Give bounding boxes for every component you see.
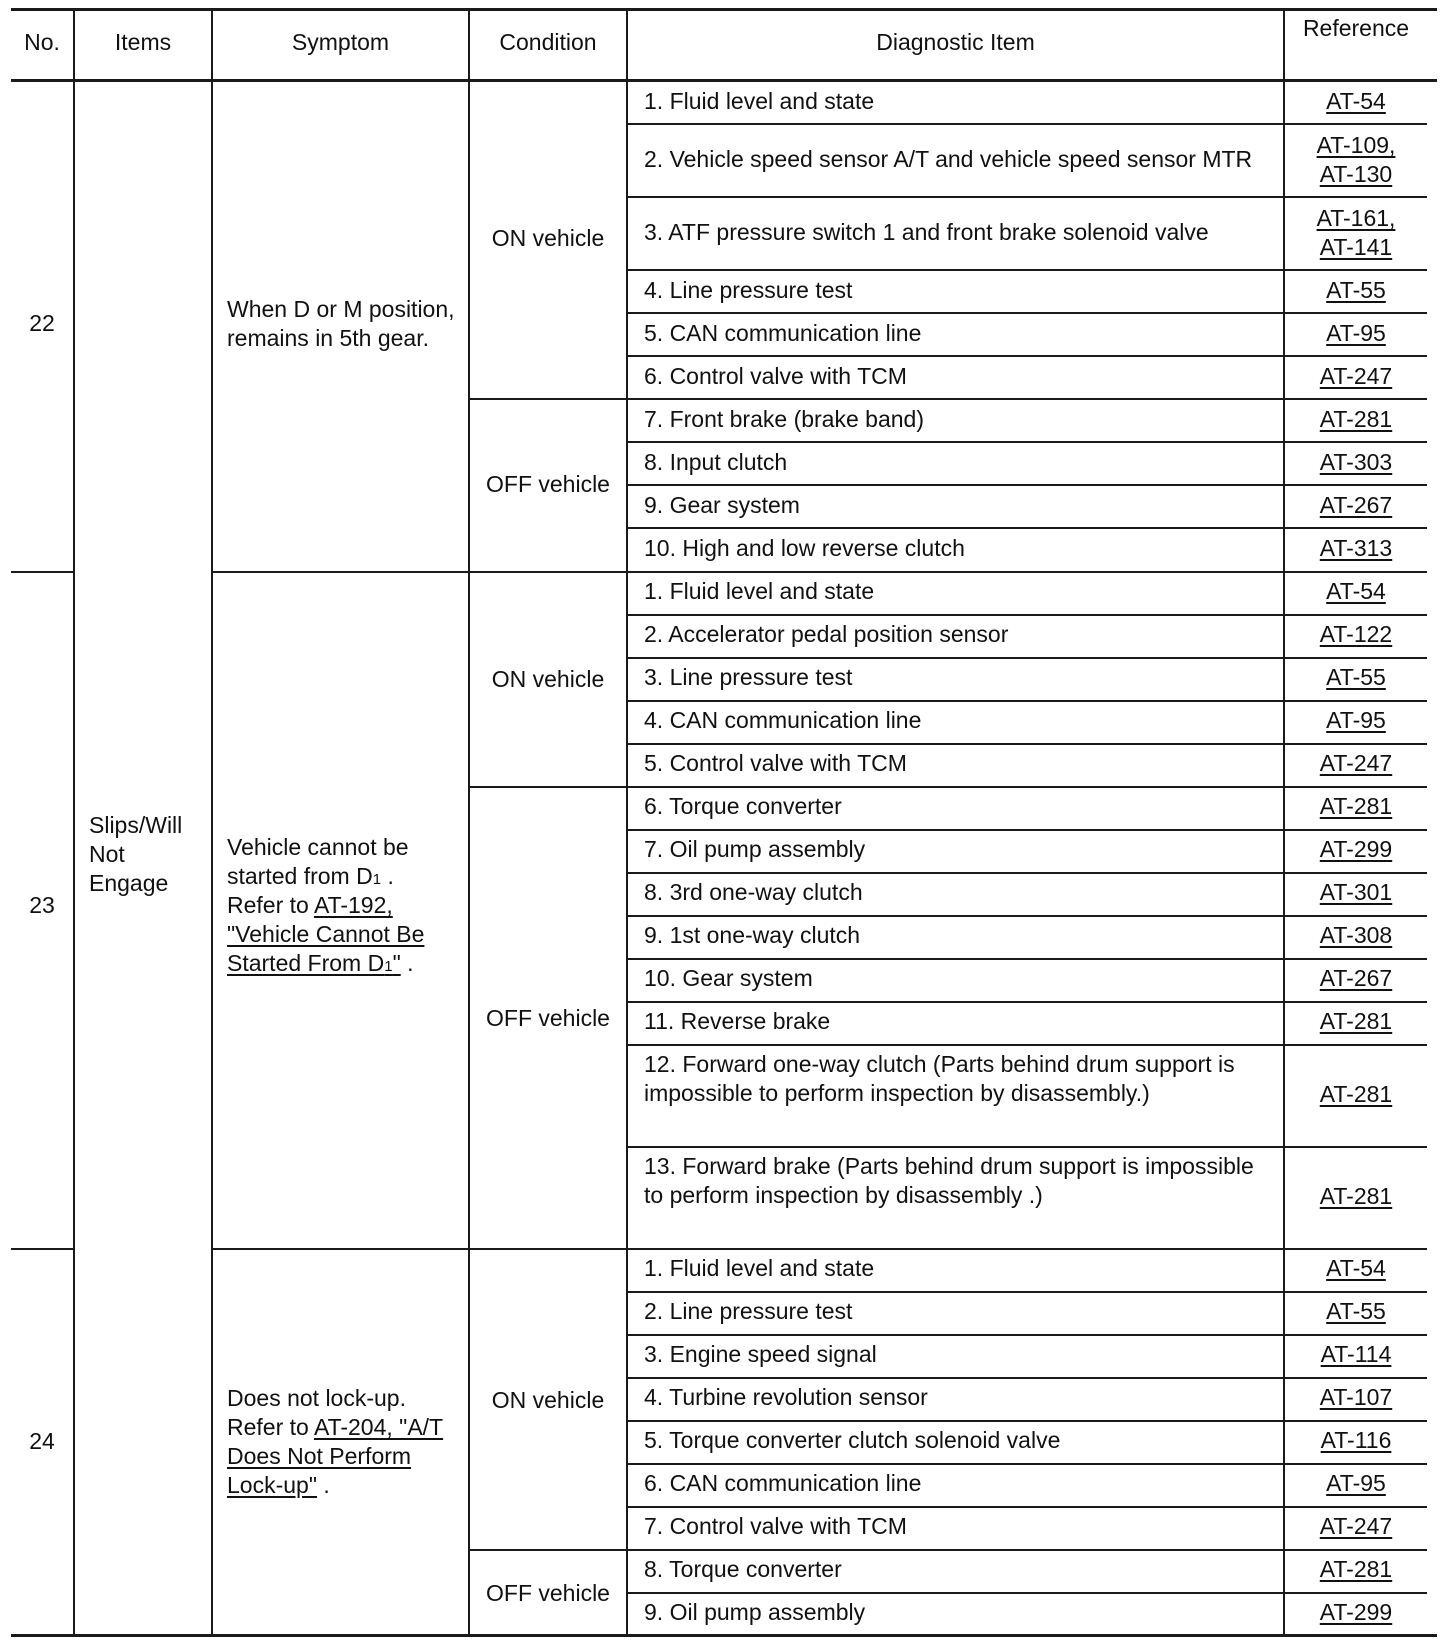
reference-link[interactable]: Started From D1" bbox=[227, 950, 401, 976]
reference-cell bbox=[1285, 1182, 1427, 1211]
reference-link[interactable]: AT-247 bbox=[1319, 1513, 1393, 1539]
diagnostic-item: 2. Line pressure test bbox=[644, 1298, 853, 1324]
reference-cell bbox=[1285, 276, 1427, 305]
table-top-border bbox=[11, 8, 1437, 11]
condition-label: ON vehicle bbox=[491, 225, 605, 251]
reference-cell bbox=[1285, 1340, 1427, 1369]
reference-cell bbox=[1285, 835, 1427, 864]
reference-cell bbox=[1285, 131, 1427, 189]
diagnostic-item: 10. Gear system bbox=[644, 965, 813, 991]
reference-cell bbox=[1285, 1512, 1427, 1541]
reference-link[interactable]: AT-281 bbox=[1319, 793, 1393, 819]
reference-link[interactable]: AT-54 bbox=[1326, 578, 1386, 604]
diagnostic-item: 9. 1st one-way clutch bbox=[644, 922, 861, 948]
row-separator bbox=[626, 1377, 1427, 1379]
reference-link[interactable]: AT-55 bbox=[1326, 277, 1386, 303]
reference-cell bbox=[1285, 204, 1427, 262]
diagnostic-item: 9. Oil pump assembly bbox=[644, 1599, 866, 1625]
reference-link[interactable]: AT-95 bbox=[1326, 320, 1386, 346]
diagnostic-item: 6. Control valve with TCM bbox=[644, 363, 907, 389]
symptom-line: Vehicle cannot be bbox=[227, 834, 409, 860]
reference-link[interactable]: AT-299 bbox=[1319, 1599, 1393, 1625]
reference-link[interactable]: AT-114 bbox=[1320, 1341, 1392, 1367]
reference-link[interactable]: AT-281 bbox=[1319, 1183, 1393, 1209]
reference-link[interactable]: AT-116 bbox=[1320, 1427, 1392, 1453]
reference-link[interactable]: AT-161, bbox=[1316, 205, 1396, 231]
reference-link[interactable]: AT-204, "A/T bbox=[313, 1414, 444, 1440]
group-separator bbox=[11, 571, 75, 573]
symptom-line bbox=[227, 920, 424, 949]
header-no: No. bbox=[24, 29, 60, 55]
reference-link[interactable]: AT-281 bbox=[1319, 1081, 1393, 1107]
row-separator bbox=[626, 312, 1427, 314]
reference-link[interactable]: "Vehicle Cannot Be bbox=[227, 921, 425, 947]
reference-link[interactable]: Does Not Perform bbox=[227, 1443, 412, 1469]
row-separator bbox=[626, 123, 1427, 125]
diagnostic-item: 8. Input clutch bbox=[644, 449, 788, 475]
symptom-line: When D or M position, bbox=[227, 296, 455, 322]
reference-link[interactable]: AT-267 bbox=[1319, 492, 1393, 518]
items-label-line: Engage bbox=[89, 870, 169, 896]
diagnostic-item: to perform inspection by disassembly .) bbox=[644, 1182, 1043, 1208]
reference-link[interactable]: AT-267 bbox=[1319, 965, 1393, 991]
reference-cell bbox=[1285, 405, 1427, 434]
diagnostic-item: impossible to perform inspection by disassembly.) bbox=[644, 1080, 1150, 1106]
reference-link[interactable]: AT-55 bbox=[1326, 1298, 1386, 1324]
reference-link[interactable]: AT-281 bbox=[1319, 406, 1393, 432]
reference-cell bbox=[1285, 1297, 1427, 1326]
reference-cell bbox=[1285, 1426, 1427, 1455]
header-condition: Condition bbox=[499, 29, 597, 55]
row-separator bbox=[626, 915, 1427, 917]
header-reference: Reference bbox=[1302, 15, 1410, 41]
reference-link[interactable]: AT-303 bbox=[1319, 449, 1393, 475]
row-separator bbox=[626, 1146, 1427, 1148]
diagnostic-item: 10. High and low reverse clutch bbox=[644, 535, 965, 561]
condition-label: ON vehicle bbox=[491, 666, 605, 692]
row-separator bbox=[626, 958, 1427, 960]
reference-cell bbox=[1285, 964, 1427, 993]
diagnostic-item: 1. Fluid level and state bbox=[644, 578, 875, 604]
reference-link[interactable]: AT-95 bbox=[1326, 1470, 1386, 1496]
row-separator bbox=[626, 614, 1427, 616]
reference-link[interactable]: AT-95 bbox=[1326, 707, 1386, 733]
items-label-line: Not bbox=[89, 841, 125, 867]
row-separator bbox=[626, 441, 1427, 443]
reference-link[interactable]: AT-130 bbox=[1319, 161, 1393, 187]
diagnostic-item: 13. Forward brake (Parts behind drum support is impossible bbox=[644, 1153, 1254, 1179]
diagnostic-item: 9. Gear system bbox=[644, 492, 800, 518]
row-separator bbox=[626, 269, 1427, 271]
reference-cell bbox=[1285, 663, 1427, 692]
column-divider bbox=[211, 10, 213, 1636]
condition-label: OFF vehicle bbox=[486, 1580, 610, 1606]
reference-cell bbox=[1285, 577, 1427, 606]
diagnostic-item: 2. Vehicle speed sensor A/T and vehicle speed sensor MTR bbox=[644, 146, 1253, 172]
row-separator bbox=[626, 1506, 1427, 1508]
reference-cell bbox=[1285, 1469, 1427, 1498]
row-separator bbox=[626, 829, 1427, 831]
reference-cell bbox=[1285, 448, 1427, 477]
reference-cell bbox=[1285, 749, 1427, 778]
reference-link[interactable]: AT-247 bbox=[1319, 363, 1393, 389]
row-separator bbox=[626, 1044, 1427, 1046]
group-separator bbox=[211, 571, 1427, 573]
reference-cell bbox=[1285, 792, 1427, 821]
symptom-line bbox=[227, 1442, 411, 1471]
reference-link[interactable]: AT-107 bbox=[1319, 1384, 1393, 1410]
group-separator bbox=[211, 1248, 1427, 1250]
diagnostic-item: 4. Turbine revolution sensor bbox=[644, 1384, 928, 1410]
reference-link[interactable]: AT-313 bbox=[1319, 535, 1393, 561]
reference-link[interactable]: AT-247 bbox=[1319, 750, 1393, 776]
diagnostic-item: 3. ATF pressure switch 1 and front brake solenoid valve bbox=[644, 219, 1209, 245]
condition-label: ON vehicle bbox=[491, 1387, 605, 1413]
diagnostic-item: 7. Front brake (brake band) bbox=[644, 406, 924, 432]
condition-label: OFF vehicle bbox=[486, 1005, 610, 1031]
reference-link[interactable]: AT-54 bbox=[1326, 88, 1386, 114]
reference-cell bbox=[1285, 1598, 1427, 1627]
reference-link[interactable]: Lock-up" bbox=[227, 1472, 317, 1498]
diagnostic-item: 7. Oil pump assembly bbox=[644, 836, 866, 862]
symptom-line: Started From D1" . bbox=[227, 950, 414, 976]
column-divider bbox=[626, 10, 628, 1636]
reference-cell bbox=[1285, 491, 1427, 520]
reference-link[interactable]: AT-192, bbox=[313, 892, 393, 918]
row-separator bbox=[626, 355, 1427, 357]
reference-cell bbox=[1285, 362, 1427, 391]
diagnostic-item: 5. CAN communication line bbox=[644, 320, 922, 346]
diagnostic-item: 8. 3rd one-way clutch bbox=[644, 879, 863, 905]
diagnostic-item: 4. Line pressure test bbox=[644, 277, 853, 303]
row-separator bbox=[626, 1420, 1427, 1422]
header-diagnostic-item: Diagnostic Item bbox=[876, 29, 1035, 55]
header-items: Items bbox=[114, 29, 172, 55]
reference-cell bbox=[1285, 1007, 1427, 1036]
diagnostic-item: 11. Reverse brake bbox=[644, 1008, 831, 1034]
symptom-line: Does not lock-up. bbox=[227, 1385, 406, 1411]
reference-cell bbox=[1285, 921, 1427, 950]
header-bottom-border bbox=[11, 79, 1437, 82]
reference-link[interactable]: AT-301 bbox=[1319, 879, 1393, 905]
reference-cell bbox=[1285, 1555, 1427, 1584]
reference-link[interactable]: AT-109, bbox=[1316, 132, 1396, 158]
row-separator bbox=[626, 1291, 1427, 1293]
diagnostic-item: 2. Accelerator pedal position sensor bbox=[644, 621, 1009, 647]
diagnostic-item: 5. Control valve with TCM bbox=[644, 750, 907, 776]
row-separator bbox=[626, 872, 1427, 874]
row-separator bbox=[626, 484, 1427, 486]
reference-link[interactable]: AT-281 bbox=[1319, 1556, 1393, 1582]
reference-link[interactable]: AT-55 bbox=[1326, 664, 1386, 690]
reference-cell bbox=[1285, 620, 1427, 649]
reference-link[interactable]: AT-299 bbox=[1319, 836, 1393, 862]
row-separator bbox=[626, 657, 1427, 659]
diagnostic-item: 6. CAN communication line bbox=[644, 1470, 922, 1496]
diagnostic-item: 3. Engine speed signal bbox=[644, 1341, 877, 1367]
group-number: 23 bbox=[29, 892, 55, 918]
reference-link[interactable]: AT-54 bbox=[1326, 1255, 1386, 1281]
diagnostic-item: 4. CAN communication line bbox=[644, 707, 922, 733]
reference-cell bbox=[1285, 706, 1427, 735]
items-label-line: Slips/Will bbox=[89, 812, 183, 838]
table-bottom-border bbox=[11, 1634, 1437, 1637]
reference-cell bbox=[1285, 878, 1427, 907]
reference-cell bbox=[1285, 319, 1427, 348]
symptom-line: remains in 5th gear. bbox=[227, 325, 430, 351]
condition-label: OFF vehicle bbox=[486, 471, 610, 497]
row-separator bbox=[626, 1592, 1427, 1594]
diagnostic-item: 1. Fluid level and state bbox=[644, 1255, 875, 1281]
group-number: 22 bbox=[29, 310, 55, 336]
reference-cell bbox=[1285, 1254, 1427, 1283]
diagnostic-item: 3. Line pressure test bbox=[644, 664, 853, 690]
row-separator bbox=[626, 1001, 1427, 1003]
row-separator bbox=[626, 196, 1427, 198]
group-number: 24 bbox=[29, 1428, 55, 1454]
diagnostic-item: 1. Fluid level and state bbox=[644, 88, 875, 114]
header-symptom: Symptom bbox=[291, 29, 390, 55]
symptom-line: started from D1 . bbox=[227, 863, 394, 889]
reference-cell bbox=[1285, 534, 1427, 563]
row-separator bbox=[626, 527, 1427, 529]
symptom-line: Lock-up" . bbox=[227, 1472, 330, 1498]
row-separator bbox=[626, 743, 1427, 745]
reference-cell bbox=[1285, 87, 1427, 116]
diagnostic-item: 8. Torque converter bbox=[644, 1556, 842, 1582]
row-separator bbox=[626, 1463, 1427, 1465]
reference-link[interactable]: AT-308 bbox=[1319, 922, 1393, 948]
reference-link[interactable]: AT-122 bbox=[1319, 621, 1393, 647]
reference-cell bbox=[1285, 1080, 1427, 1109]
diagnostic-item: 7. Control valve with TCM bbox=[644, 1513, 907, 1539]
row-separator bbox=[626, 1334, 1427, 1336]
column-divider bbox=[73, 10, 75, 1636]
diagnostic-item: 6. Torque converter bbox=[644, 793, 842, 819]
diagnostic-item: 12. Forward one-way clutch (Parts behind drum support is bbox=[644, 1051, 1235, 1077]
reference-cell bbox=[1285, 1383, 1427, 1412]
symptom-line: Refer to AT-204, "A/T bbox=[227, 1414, 444, 1440]
reference-link[interactable]: AT-141 bbox=[1319, 234, 1393, 260]
symptom-line: Refer to AT-192, bbox=[227, 892, 393, 918]
row-separator bbox=[626, 700, 1427, 702]
group-separator bbox=[11, 1248, 75, 1250]
reference-link[interactable]: AT-281 bbox=[1319, 1008, 1393, 1034]
diagnostic-item: 5. Torque converter clutch solenoid valve bbox=[644, 1427, 1061, 1453]
